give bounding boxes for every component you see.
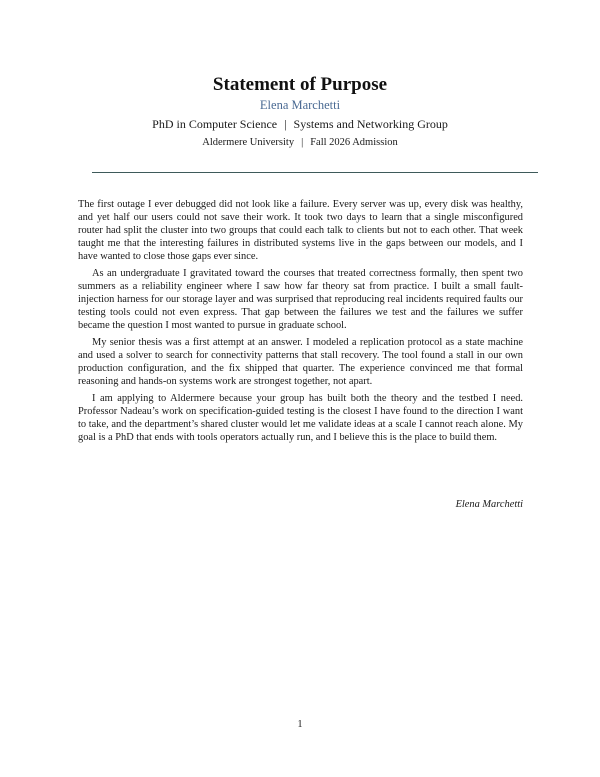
statement-body (78, 198, 523, 448)
horizontal-rule (92, 172, 538, 173)
paragraph-1: The first outage I ever debugged did not look like a failure. Every server was up, every disk was healthy, and yet half our users could not save their work. It took two days to learn that a single misconfigured router had split the cluster into two groups that could each talk to clients but not to each other. That week taught me that the interesting failures in distributed systems live in the gaps between our models, and I have wanted to close those gaps ever since. (78, 199, 523, 263)
degree-program: PhD in Computer Science (152, 117, 278, 131)
document-header (0, 74, 600, 149)
paragraph-3: My senior thesis was a first attempt at an answer. I modeled a replication protocol as a state machine and used a solver to search for connectivity patterns that stall recovery. The tool found a stall in our own production configuration, and the fix shipped that quarter. The experience convinced me that formal reasoning and hands-on systems work are strongest together, not apart. (78, 336, 523, 388)
signature: Elena Marchetti (455, 499, 523, 510)
university-name: Aldermere University (202, 137, 295, 148)
separator: | (284, 117, 287, 131)
program-line (0, 117, 600, 132)
research-group: Systems and Networking Group (293, 117, 448, 131)
admission-term: Fall 2026 Admission (310, 137, 398, 148)
page-number: 1 (297, 719, 303, 730)
author-name: Elena Marchetti (259, 98, 341, 112)
university-line (0, 136, 600, 149)
separator: | (301, 137, 304, 148)
paragraph-2: As an undergraduate I gravitated toward the courses that treated correctness formally, then spent two summers as a reliability engineer where I saw how far theory sat from practice. I built a small fault-injection harness for our storage layer and was surprised that reproducing real incidents required faults our testing tools could not even express. That gap between the failures we test and the failures we suffer became the question I most wanted to pursue in graduate school. (78, 267, 523, 332)
page-title: Statement of Purpose (212, 74, 388, 95)
paragraph-4: I am applying to Aldermere because your group has built both the theory and the testbed I need. Professor Nadeau’s work on specification-guided testing is the closest I have found to the direction I want to take, and the department’s shared cluster would let me validate ideas at a scale I cannot reach alone. My goal is a PhD that ends with tools operators actually run, and I believe this is the place to build them. (78, 392, 523, 444)
